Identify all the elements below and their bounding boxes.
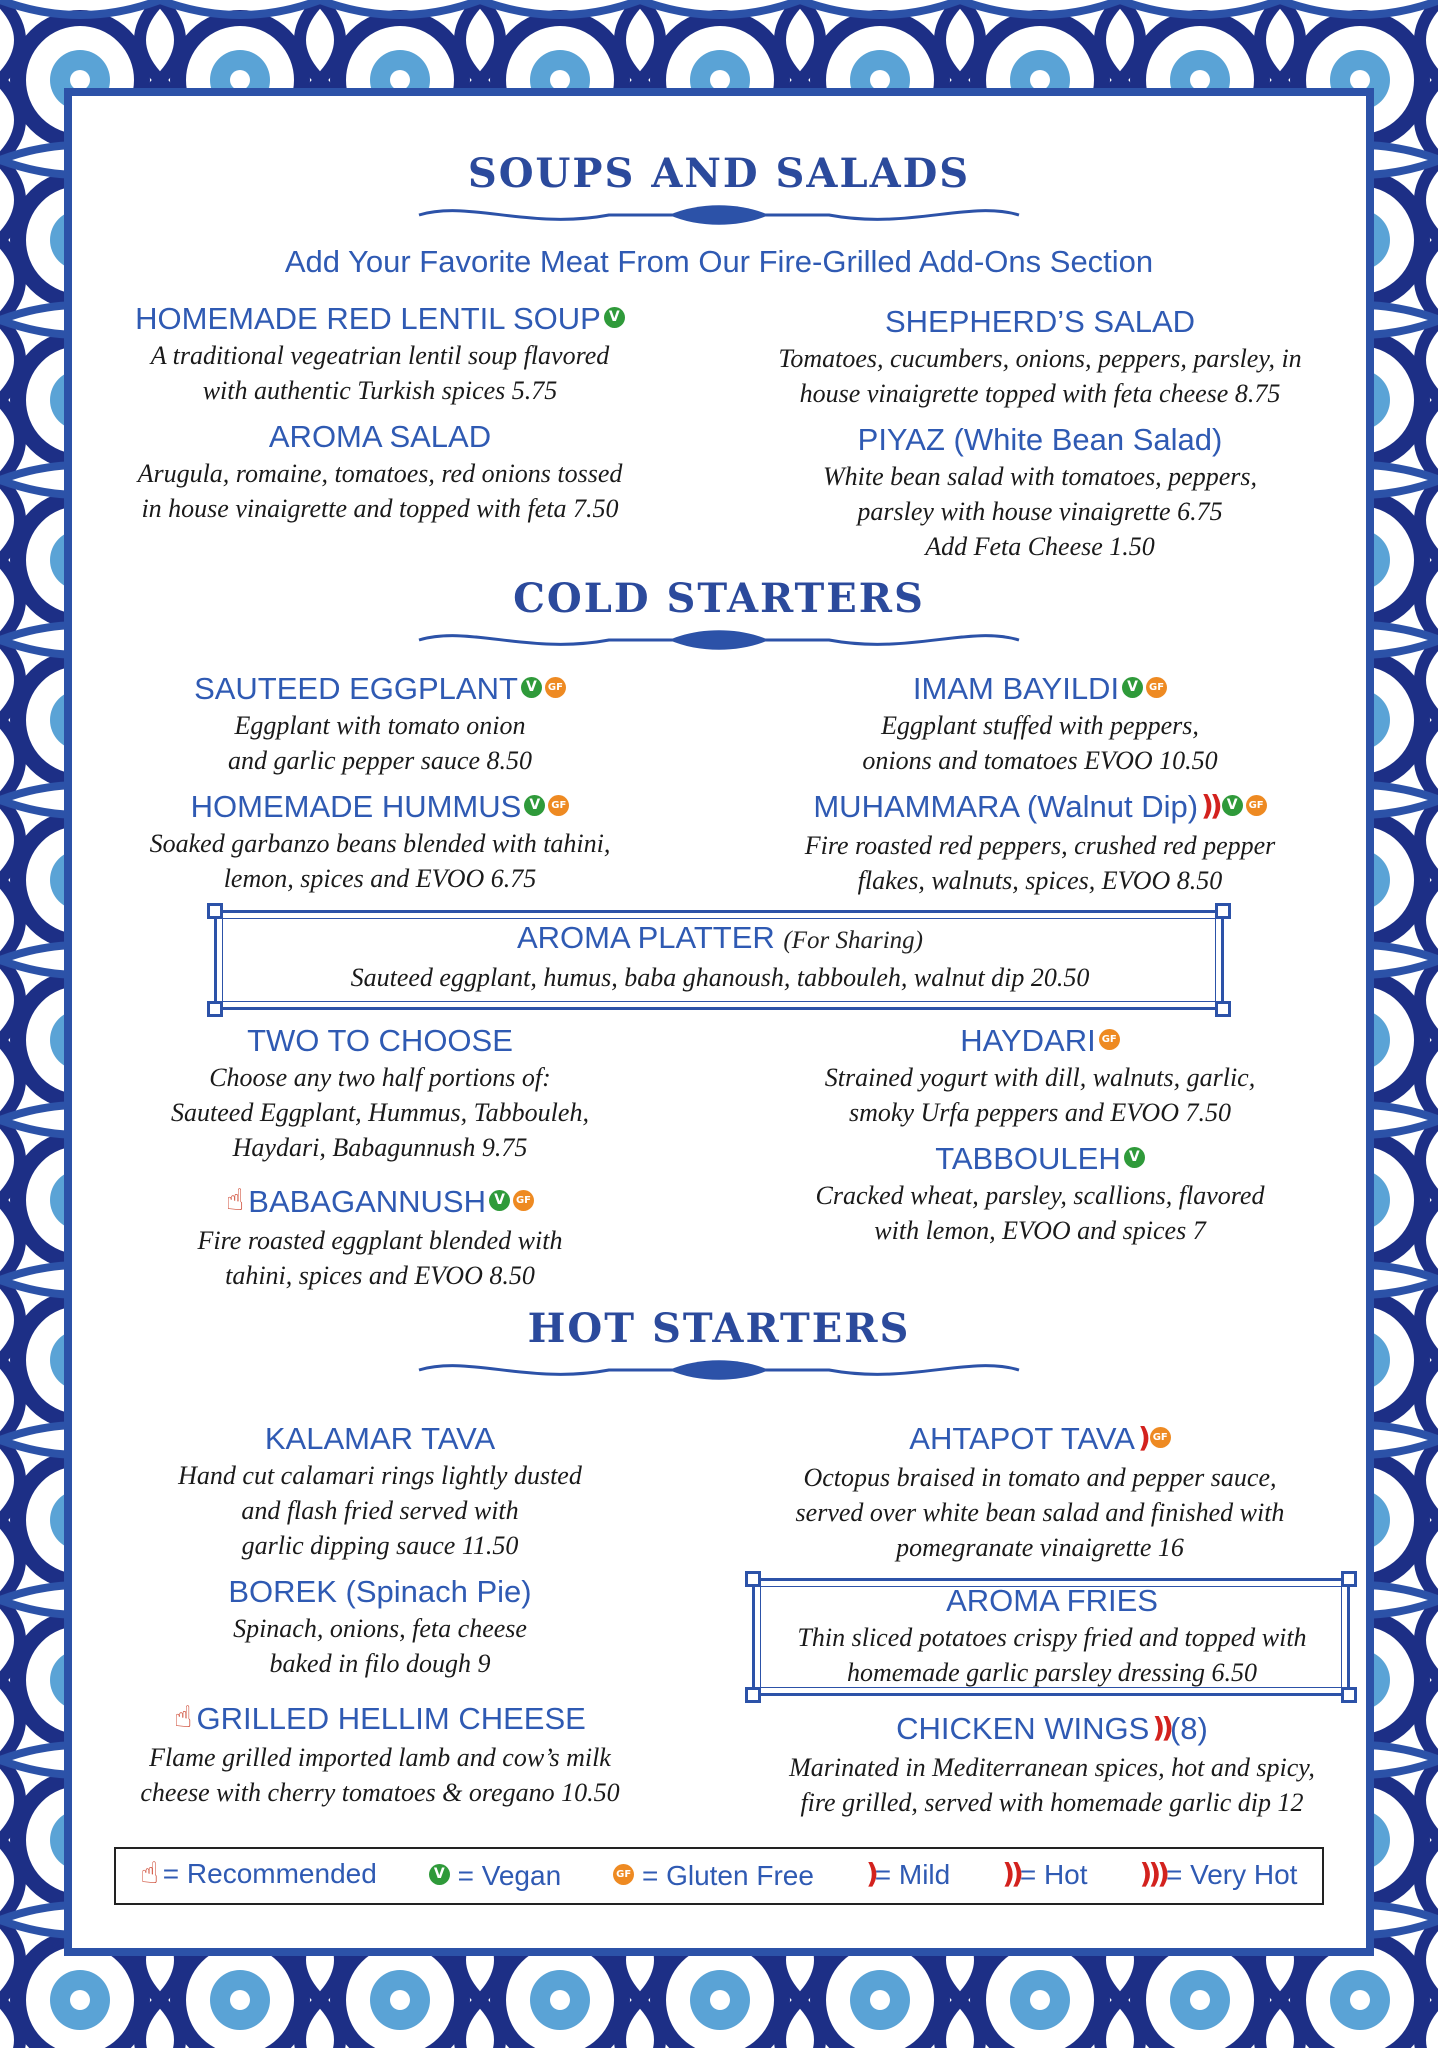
item-desc: Strained yogurt with dill, walnuts, garlic, — [824, 1063, 1256, 1092]
gluten-free-icon: GF — [545, 677, 566, 698]
legend-gluten-free: GF = Gluten Free — [610, 1860, 814, 1892]
legend-hot: ))= Hot — [1002, 1857, 1088, 1891]
item-name: HAYDARI — [960, 1023, 1096, 1058]
vegan-icon: V — [521, 677, 542, 698]
menu-item-aroma-fries — [742, 1582, 1362, 1690]
gluten-free-icon: GF — [513, 1190, 534, 1211]
item-name: IMAM BAYILDI — [912, 671, 1120, 706]
vegan-icon: V — [429, 1864, 450, 1885]
menu-item-chicken-wings — [732, 1710, 1372, 1820]
item-desc: tahini, spices and EVOO 8.50 — [225, 1260, 535, 1290]
vegan-icon: V — [1222, 795, 1243, 816]
item-desc: Eggplant with tomato onion — [234, 711, 526, 740]
gluten-free-icon: GF — [1246, 795, 1267, 816]
item-note: (For Sharing) — [783, 927, 923, 954]
item-desc: Haydari, Babagunnush 9.75 — [232, 1133, 528, 1162]
legend-recommended: ☝ = Recommended — [140, 1855, 377, 1891]
item-desc: Octopus braised in tomato and pepper sauce, — [803, 1462, 1277, 1492]
vegan-icon: V — [1122, 677, 1143, 698]
item-desc: Choose any two half portions of: — [209, 1063, 551, 1092]
item-desc: Arugula, romaine, tomatoes, red onions tossed — [137, 459, 623, 488]
item-desc: A traditional vegeatrian lentil soup flavored — [150, 341, 610, 370]
soups-subtitle: Add Your Favorite Meat From Our Fire-Grilled Add-Ons Section — [284, 244, 1154, 279]
item-desc: Sauteed eggplant, humus, baba ghanoush, tabbouleh, walnut dip 20.50 — [350, 963, 1090, 992]
hot-pepper-icon: )) — [1152, 1710, 1170, 1744]
item-name: MUHAMMARA (Walnut Dip) — [813, 789, 1199, 824]
item-desc: Fire roasted red peppers, crushed red pepper — [804, 830, 1276, 860]
item-desc: homemade garlic parsley dressing 6.50 — [847, 1658, 1257, 1687]
gluten-free-icon: GF — [1099, 1029, 1120, 1050]
menu-item-borek — [60, 1573, 700, 1681]
item-name: PIYAZ (White Bean Salad) — [857, 422, 1223, 457]
gluten-free-icon: GF — [1150, 1427, 1171, 1448]
item-desc: and garlic pepper sauce 8.50 — [227, 746, 532, 775]
item-count: (8) — [1169, 1711, 1208, 1746]
item-desc: Eggplant stuffed with peppers, — [881, 711, 1199, 740]
item-name: HOMEMADE HUMMUS — [190, 789, 522, 824]
gluten-free-icon: GF — [548, 795, 569, 816]
menu-item-ahtapot-tava — [720, 1420, 1360, 1565]
legend-very-hot: )))= Very Hot — [1139, 1857, 1298, 1891]
item-desc: with authentic Turkish spices 5.75 — [202, 376, 558, 405]
item-desc: fire grilled, served with homemade garlic dip 12 — [800, 1787, 1304, 1817]
item-desc: garlic dipping sauce 11.50 — [241, 1531, 519, 1560]
menu-item-lentil-soup — [60, 300, 700, 408]
item-desc: and flash fried served with — [241, 1496, 519, 1525]
menu-item-babagannush — [60, 1183, 700, 1293]
item-name: TABBOULEH — [935, 1141, 1121, 1176]
item-name: SAUTEED EGGPLANT — [194, 671, 518, 706]
item-desc: lemon, spices and EVOO 6.75 — [223, 864, 537, 893]
item-desc: pomegranate vinaigrette 16 — [896, 1532, 1184, 1562]
menu-item-grilled-hellim — [60, 1700, 700, 1810]
vegan-icon: V — [604, 307, 625, 328]
item-desc: in house vinaigrette and topped with feta 7.50 — [141, 494, 619, 523]
recommended-hand-icon: ☝ — [174, 1699, 193, 1735]
item-name: SHEPHERD’S SALAD — [884, 304, 1196, 339]
item-desc: with lemon, EVOO and spices 7 — [874, 1216, 1206, 1245]
item-name: AROMA FRIES — [946, 1583, 1158, 1618]
item-desc: smoky Urfa peppers and EVOO 7.50 — [849, 1098, 1231, 1127]
menu-item-shepherds-salad — [720, 303, 1360, 411]
hot-pepper-icon: )) — [1002, 1857, 1020, 1891]
frame-corner — [1215, 1001, 1231, 1017]
menu-item-hummus — [60, 788, 700, 896]
item-desc: parsley with house vinaigrette 6.75 — [857, 497, 1223, 526]
title-flourish — [409, 625, 1029, 655]
vegan-icon: V — [524, 795, 545, 816]
frame-corner — [207, 1001, 223, 1017]
item-name: GRILLED HELLIM CHEESE — [196, 1701, 586, 1736]
cold-starters-title: COLD STARTERS — [513, 575, 925, 622]
item-name: CHICKEN WINGS — [896, 1711, 1150, 1746]
menu-item-tabbouleh — [720, 1140, 1360, 1248]
item-desc: White bean salad with tomatoes, peppers, — [822, 462, 1257, 491]
item-name: AROMA PLATTER — [516, 920, 775, 955]
title-flourish — [409, 1355, 1029, 1385]
menu-item-two-to-choose — [60, 1022, 700, 1165]
hot-pepper-icon: )) — [1201, 788, 1219, 822]
item-name: HOMEMADE RED LENTIL SOUP — [135, 301, 601, 336]
menu-item-aroma-salad — [60, 418, 700, 526]
vegan-icon: V — [489, 1190, 510, 1211]
mild-pepper-icon: ) — [1137, 1420, 1147, 1454]
menu-item-piyaz — [720, 421, 1360, 564]
item-name: AHTAPOT TAVA — [909, 1421, 1135, 1456]
item-name: BOREK (Spinach Pie) — [228, 1574, 532, 1609]
very-hot-pepper-icon: ))) — [1139, 1857, 1166, 1891]
menu-item-aroma-platter — [220, 919, 1220, 995]
item-desc: Tomatoes, cucumbers, onions, peppers, parsley, in — [778, 344, 1302, 373]
item-name: AROMA SALAD — [268, 419, 492, 454]
item-desc: cheese with cherry tomatoes & oregano 10.50 — [140, 1777, 620, 1807]
recommended-hand-icon: ☝ — [225, 1182, 245, 1218]
item-desc: baked in filo dough 9 — [269, 1649, 491, 1678]
item-name: KALAMAR TAVA — [264, 1421, 496, 1456]
mild-pepper-icon: ) — [865, 1857, 875, 1891]
vegan-icon: V — [1124, 1147, 1145, 1168]
item-name: BABAGANNUSH — [248, 1184, 486, 1219]
item-desc: Add Feta Cheese 1.50 — [925, 532, 1155, 561]
legend-vegan: V = Vegan — [426, 1860, 561, 1892]
gluten-free-icon: GF — [1146, 677, 1167, 698]
frame-corner — [1215, 903, 1231, 919]
frame-corner — [207, 903, 223, 919]
menu-item-imam-bayildi — [720, 670, 1360, 778]
item-desc: house vinaigrette topped with feta cheese 8.75 — [799, 379, 1281, 408]
item-desc: served over white bean salad and finished with — [795, 1497, 1285, 1527]
item-desc: flakes, walnuts, spices, EVOO 8.50 — [857, 865, 1223, 895]
item-desc: Fire roasted eggplant blended with — [197, 1225, 563, 1255]
item-desc: Spinach, onions, feta cheese — [233, 1614, 527, 1643]
menu-item-kalamar-tava — [60, 1420, 700, 1563]
legend — [114, 1847, 1324, 1905]
item-desc: Thin sliced potatoes crispy fried and topped with — [797, 1623, 1307, 1652]
menu-item-muhammara — [720, 788, 1360, 898]
soups-salads-title: SOUPS AND SALADS — [467, 150, 971, 197]
gluten-free-icon: GF — [613, 1864, 634, 1885]
item-name: TWO TO CHOOSE — [247, 1023, 513, 1058]
hot-starters-title: HOT STARTERS — [527, 1305, 911, 1352]
item-desc: Flame grilled imported lamb and cow’s milk — [149, 1742, 611, 1772]
item-desc: Cracked wheat, parsley, scallions, flavored — [815, 1181, 1265, 1210]
item-desc: Sauteed Eggplant, Hummus, Tabbouleh, — [171, 1098, 589, 1127]
item-desc: onions and tomatoes EVOO 10.50 — [862, 746, 1218, 775]
title-flourish — [409, 200, 1029, 230]
item-desc: Marinated in Mediterranean spices, hot and spicy, — [789, 1752, 1315, 1782]
menu-item-sauteed-eggplant — [60, 670, 700, 778]
menu-item-haydari — [720, 1022, 1360, 1130]
recommended-hand-icon: ☝ — [140, 1855, 159, 1891]
item-desc: Soaked garbanzo beans blended with tahini, — [149, 829, 611, 858]
item-desc: Hand cut calamari rings lightly dusted — [178, 1461, 582, 1490]
legend-mild: )= Mild — [865, 1857, 951, 1891]
